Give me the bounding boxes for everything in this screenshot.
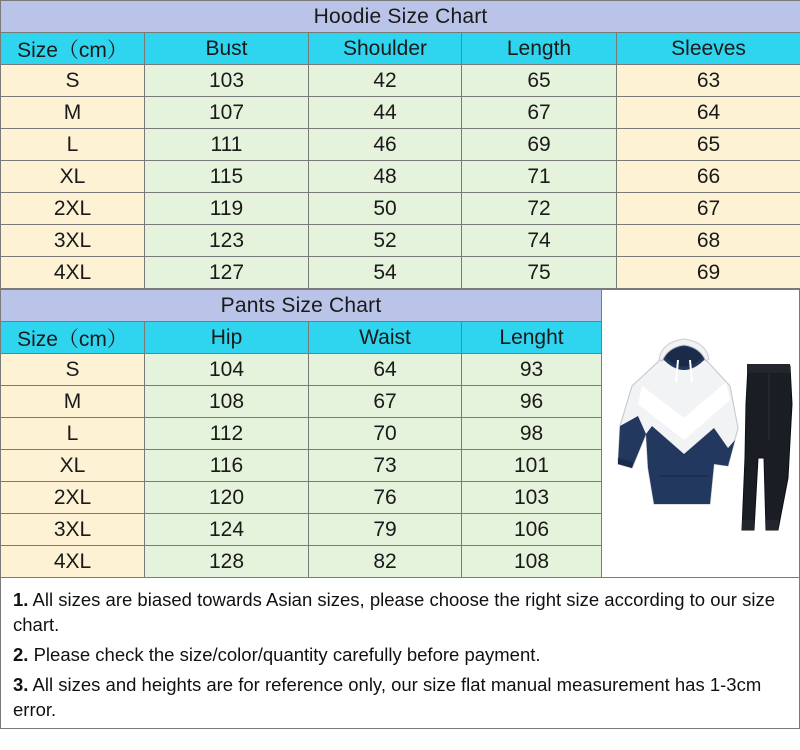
- cell-waist: 70: [309, 418, 462, 450]
- cell-length: 75: [462, 257, 617, 289]
- cell-length: 96: [462, 386, 602, 418]
- table-row: [1, 65, 800, 97]
- hoodie-header-row: [1, 33, 800, 65]
- table-row: [1, 225, 800, 257]
- table-row: [1, 546, 602, 578]
- cell-hip: 112: [145, 418, 309, 450]
- cell-length: 65: [462, 65, 617, 97]
- cell-size: XL: [1, 161, 145, 193]
- cell-length: 101: [462, 450, 602, 482]
- table-row: [1, 354, 602, 386]
- cell-size: L: [1, 418, 145, 450]
- pants-col-waist: Waist: [309, 322, 462, 354]
- cell-length: 74: [462, 225, 617, 257]
- cell-size: S: [1, 354, 145, 386]
- note-text: Please check the size/color/quantity carefully before payment.: [28, 644, 541, 665]
- note-item: [13, 642, 787, 667]
- cell-shoulder: 50: [309, 193, 462, 225]
- notes-section: [0, 578, 800, 729]
- cell-bust: 103: [145, 65, 309, 97]
- pants-section: [0, 289, 800, 578]
- pants-col-size: Size（cm）: [1, 322, 145, 354]
- table-row: [1, 450, 602, 482]
- table-row: [1, 97, 800, 129]
- cell-sleeves: 63: [617, 65, 800, 97]
- table-row: [1, 514, 602, 546]
- hoodie-col-sleeves: Sleeves: [617, 33, 800, 65]
- cell-length: 106: [462, 514, 602, 546]
- tracksuit-product-illustration: [602, 308, 800, 558]
- cell-size: 3XL: [1, 225, 145, 257]
- cell-shoulder: 42: [309, 65, 462, 97]
- cell-sleeves: 68: [617, 225, 800, 257]
- cell-length: 103: [462, 482, 602, 514]
- cell-length: 93: [462, 354, 602, 386]
- cell-sleeves: 66: [617, 161, 800, 193]
- pants-title-row: [1, 290, 602, 322]
- cell-shoulder: 46: [309, 129, 462, 161]
- cell-bust: 123: [145, 225, 309, 257]
- hoodie-title-row: [1, 1, 800, 33]
- cell-waist: 64: [309, 354, 462, 386]
- cell-size: XL: [1, 450, 145, 482]
- cell-size: 4XL: [1, 257, 145, 289]
- hoodie-col-size: Size（cm）: [1, 33, 145, 65]
- cell-size: M: [1, 97, 145, 129]
- pants-title: Pants Size Chart: [1, 290, 602, 322]
- cell-bust: 127: [145, 257, 309, 289]
- table-row: [1, 257, 800, 289]
- product-image-panel: [602, 289, 800, 578]
- cell-size: M: [1, 386, 145, 418]
- cell-length: 71: [462, 161, 617, 193]
- table-row: [1, 386, 602, 418]
- cell-waist: 73: [309, 450, 462, 482]
- cell-waist: 67: [309, 386, 462, 418]
- cell-hip: 124: [145, 514, 309, 546]
- cell-hip: 108: [145, 386, 309, 418]
- cell-bust: 115: [145, 161, 309, 193]
- cell-hip: 128: [145, 546, 309, 578]
- hoodie-col-bust: Bust: [145, 33, 309, 65]
- hoodie-title: Hoodie Size Chart: [1, 1, 800, 33]
- note-text: All sizes are biased towards Asian sizes, please choose the right size according to our size chart.: [13, 589, 775, 635]
- cell-sleeves: 69: [617, 257, 800, 289]
- cell-sleeves: 65: [617, 129, 800, 161]
- cell-length: 98: [462, 418, 602, 450]
- note-text: All sizes and heights are for reference only, our size flat manual measurement has 1-3cm error.: [13, 674, 762, 720]
- cell-waist: 76: [309, 482, 462, 514]
- pants-header-row: [1, 322, 602, 354]
- table-row: [1, 418, 602, 450]
- table-row: [1, 129, 800, 161]
- note-item: [13, 587, 787, 637]
- cell-sleeves: 67: [617, 193, 800, 225]
- hoodie-size-chart-table: [0, 0, 800, 289]
- cell-hip: 116: [145, 450, 309, 482]
- cell-size: L: [1, 129, 145, 161]
- cell-length: 69: [462, 129, 617, 161]
- pants-col-hip: Hip: [145, 322, 309, 354]
- cell-shoulder: 44: [309, 97, 462, 129]
- table-row: [1, 193, 800, 225]
- cell-length: 108: [462, 546, 602, 578]
- note-number: 3.: [13, 674, 29, 695]
- cell-bust: 107: [145, 97, 309, 129]
- pants-size-chart-table: [0, 289, 602, 578]
- cell-size: 4XL: [1, 546, 145, 578]
- cell-length: 67: [462, 97, 617, 129]
- cell-size: 3XL: [1, 514, 145, 546]
- cell-waist: 79: [309, 514, 462, 546]
- cell-waist: 82: [309, 546, 462, 578]
- cell-bust: 119: [145, 193, 309, 225]
- hoodie-col-length: Length: [462, 33, 617, 65]
- cell-shoulder: 52: [309, 225, 462, 257]
- cell-hip: 120: [145, 482, 309, 514]
- cell-size: 2XL: [1, 193, 145, 225]
- table-row: [1, 161, 800, 193]
- note-number: 2.: [13, 644, 29, 665]
- note-item: [13, 672, 787, 722]
- cell-size: 2XL: [1, 482, 145, 514]
- cell-size: S: [1, 65, 145, 97]
- cell-bust: 111: [145, 129, 309, 161]
- pants-col-length: Lenght: [462, 322, 602, 354]
- note-number: 1.: [13, 589, 29, 610]
- cell-shoulder: 54: [309, 257, 462, 289]
- cell-length: 72: [462, 193, 617, 225]
- cell-shoulder: 48: [309, 161, 462, 193]
- cell-hip: 104: [145, 354, 309, 386]
- hoodie-col-shoulder: Shoulder: [309, 33, 462, 65]
- cell-sleeves: 64: [617, 97, 800, 129]
- table-row: [1, 482, 602, 514]
